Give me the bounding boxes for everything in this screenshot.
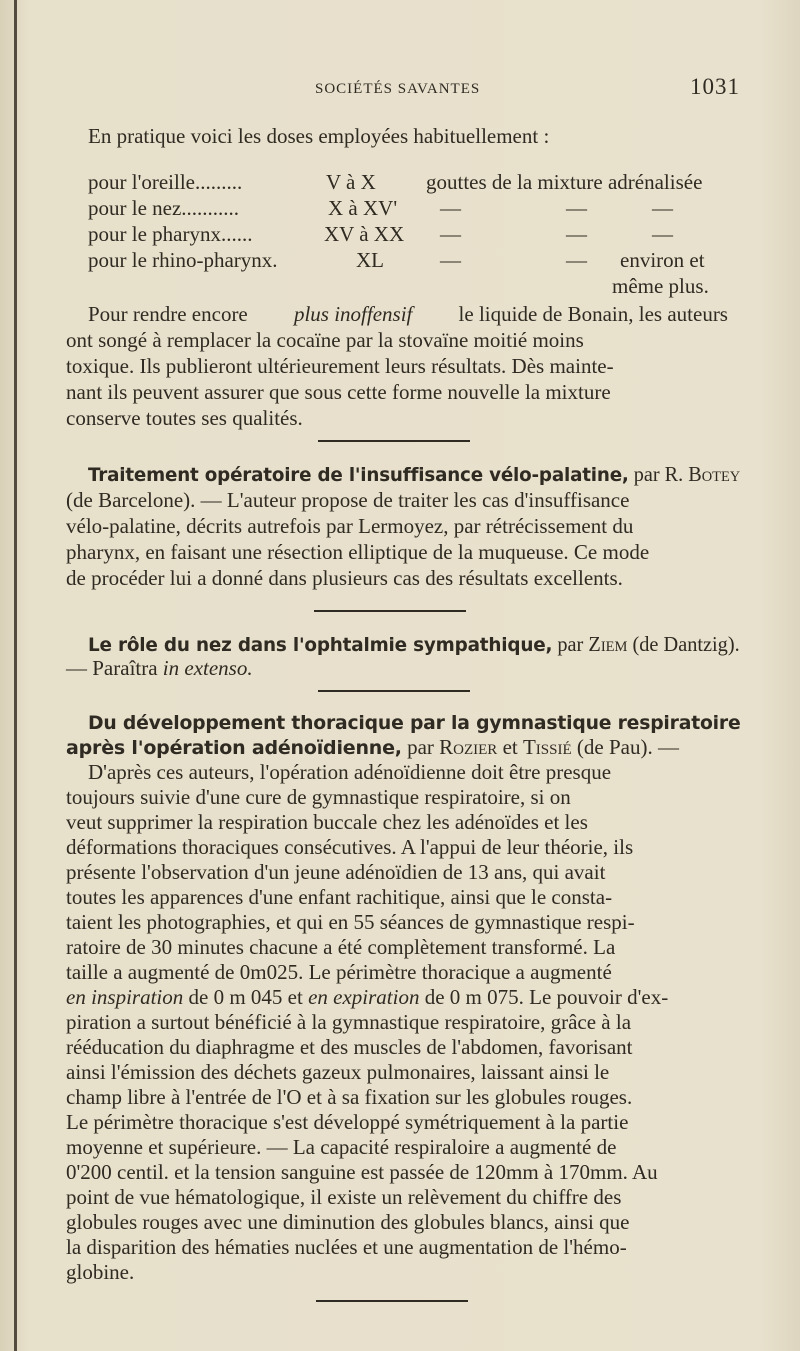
dose-amount: V à X bbox=[326, 170, 376, 194]
text-line: toujours suivie d'une cure de gymnastique respiratoire, si on bbox=[66, 785, 571, 809]
text-line: la disparition des hématies nuclées et une augmentation de l'hémo- bbox=[66, 1235, 627, 1259]
text-line: 0'200 centil. et la tension sanguine est passée de 120mm à 170mm. Au bbox=[66, 1160, 658, 1184]
italic-span: en expiration bbox=[308, 985, 420, 1009]
author-name: Rozier bbox=[439, 735, 498, 759]
section-separator bbox=[318, 440, 470, 442]
abstract-title: Du développement thoracique par la gymnastique respiratoire bbox=[88, 712, 741, 734]
author-name: Botey bbox=[688, 462, 741, 486]
ditto-mark: — bbox=[566, 196, 587, 220]
intro-line: En pratique voici les doses employées habituellement : bbox=[88, 124, 550, 148]
abstract-title-line bbox=[66, 735, 679, 760]
text-span: — Paraîtra bbox=[66, 656, 158, 680]
text-line: Le périmètre thoracique s'est développé symétriquement à la partie bbox=[66, 1110, 629, 1134]
section-separator bbox=[314, 610, 466, 612]
ditto-mark: — bbox=[440, 248, 461, 272]
text-line: globine. bbox=[66, 1260, 135, 1284]
dose-site: pour le rhino-pharynx. bbox=[88, 248, 278, 272]
text-line: présente l'observation d'un jeune adénoïdien de 13 ans, qui avait bbox=[66, 860, 606, 884]
abstract-title: après l'opération adénoïdienne, bbox=[66, 737, 402, 759]
running-title: SOCIÉTÉS SAVANTES bbox=[315, 81, 481, 97]
dose-amount: XL bbox=[356, 248, 384, 272]
text-line: point de vue hématologique, il existe un relèvement du chiffre des bbox=[66, 1185, 622, 1209]
dose-note: environ et bbox=[620, 248, 705, 272]
italic-span: en inspiration bbox=[66, 985, 184, 1009]
text-span: de 0 m 075. Le pouvoir d'ex- bbox=[424, 985, 669, 1009]
ditto-mark: — bbox=[652, 196, 673, 220]
dose-site: pour l'oreille......... bbox=[88, 170, 243, 194]
text-line bbox=[88, 302, 728, 326]
text-line: moyenne et supérieure. — La capacité respiraloire a augmenté de bbox=[66, 1135, 617, 1159]
text-span: (de Dantzig). bbox=[632, 632, 740, 656]
text-line: de procéder lui a donné dans plusieurs cas des résultats excellents. bbox=[66, 566, 623, 590]
text-span: par R. bbox=[633, 462, 684, 486]
ditto-mark: — bbox=[566, 222, 587, 246]
text-span: le liquide de Bonain, les auteurs bbox=[458, 302, 728, 326]
page-number: 1031 bbox=[690, 74, 740, 99]
abstract-title-line bbox=[88, 632, 740, 657]
abstract-title: Traitement opératoire de l'insuffisance vélo-palatine, bbox=[88, 464, 629, 486]
text-line: veut supprimer la respiration buccale chez les adénoïdes et les bbox=[66, 810, 588, 834]
text-line: nant ils peuvent assurer que sous cette forme nouvelle la mixture bbox=[66, 380, 611, 404]
binding-edge bbox=[14, 0, 17, 1351]
abstract-title-line bbox=[88, 710, 740, 735]
text-line: toxique. Ils publieront ultérieurement leurs résultats. Dès mainte- bbox=[66, 354, 614, 378]
text-line: déformations thoraciques consécutives. A l'appui de leur théorie, ils bbox=[66, 835, 634, 859]
dose-site: pour le nez........... bbox=[88, 196, 240, 220]
text-line: ratoire de 30 minutes chacune a été complètement transformé. La bbox=[66, 935, 616, 959]
text-span: Pour rendre encore bbox=[88, 302, 248, 326]
dose-amount: XV à XX bbox=[324, 222, 405, 246]
text-line: vélo-palatine, décrits autrefois par Lermoyez, par rétrécissement du bbox=[66, 514, 634, 538]
text-span: de 0 m 045 et bbox=[188, 985, 303, 1009]
dose-note-continued: même plus. bbox=[612, 274, 709, 298]
text-line bbox=[66, 656, 253, 680]
text-line bbox=[66, 985, 668, 1009]
author-name: Tissié bbox=[522, 735, 572, 759]
text-span: (de Pau). — bbox=[576, 735, 679, 759]
italic-span: plus inoffensif bbox=[293, 302, 413, 326]
text-line: toutes les apparences d'une enfant rachitique, ainsi que le consta- bbox=[66, 885, 613, 909]
abstract-title: Le rôle du nez dans l'ophtalmie sympathique, bbox=[88, 634, 553, 656]
dose-site: pour le pharynx...... bbox=[88, 222, 253, 246]
text-line: taient les photographies, et qui en 55 séances de gymnastique respi- bbox=[66, 910, 635, 934]
italic-span: in extenso. bbox=[162, 656, 253, 680]
text-span: par bbox=[557, 632, 584, 656]
abstract-title-line bbox=[88, 462, 740, 487]
text-span: par bbox=[407, 735, 434, 759]
text-line: globules rouges avec une diminution des globules blancs, ainsi que bbox=[66, 1210, 630, 1234]
text-line: pharynx, en faisant une résection elliptique de la muqueuse. Ce mode bbox=[66, 540, 650, 564]
ditto-mark: — bbox=[566, 248, 587, 272]
section-separator bbox=[316, 1300, 468, 1302]
ditto-mark: — bbox=[440, 222, 461, 246]
text-line: D'après ces auteurs, l'opération adénoïdienne doit être presque bbox=[88, 760, 612, 784]
text-line: conserve toutes ses qualités. bbox=[66, 406, 303, 430]
text-line: champ libre à l'entrée de l'O et à sa fixation sur les globules rouges. bbox=[66, 1085, 633, 1109]
text-line: (de Barcelone). — L'auteur propose de traiter les cas d'insuffisance bbox=[66, 488, 630, 512]
text-line: taille a augmenté de 0m025. Le périmètre thoracique a augmenté bbox=[66, 960, 612, 984]
dose-amount: X à XV' bbox=[328, 196, 398, 220]
text-span: et bbox=[502, 735, 518, 759]
text-line: rééducation du diaphragme et des muscles de l'abdomen, favorisant bbox=[66, 1035, 633, 1059]
dose-unit: gouttes de la mixture adrénalisée bbox=[426, 170, 703, 194]
text-line: piration a surtout bénéficié à la gymnastique respiratoire, grâce à la bbox=[66, 1010, 632, 1034]
text-line: ont songé à remplacer la cocaïne par la stovaïne moitié moins bbox=[66, 328, 584, 352]
text-line: ainsi l'émission des déchets gazeux pulmonaires, laissant ainsi le bbox=[66, 1060, 610, 1084]
author-name: Ziem bbox=[588, 632, 628, 656]
ditto-mark: — bbox=[440, 196, 461, 220]
section-separator bbox=[318, 690, 470, 692]
ditto-mark: — bbox=[652, 222, 673, 246]
